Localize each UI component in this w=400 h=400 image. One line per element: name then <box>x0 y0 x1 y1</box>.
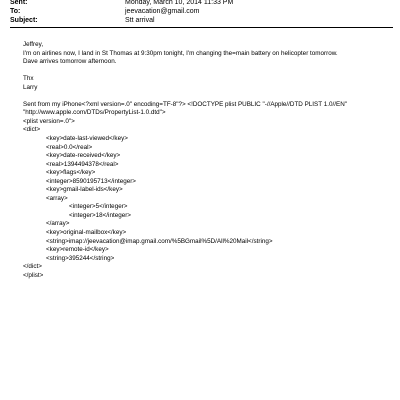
plist-line: <array> <box>46 194 68 202</box>
plist-line: <key>flags</key> <box>46 169 96 177</box>
signoff-thx: Thx <box>23 75 34 83</box>
sent-label: Sent: <box>10 0 28 6</box>
plist-line: <key>date-received</key> <box>46 152 121 160</box>
to-value: jeevacation@gmail.com <box>125 8 200 15</box>
body-line: Dave arrives tomorrow afternoon. <box>23 58 117 66</box>
plist-line: <integer>5</integer> <box>69 203 128 211</box>
plist-line: <dict> <box>23 126 41 134</box>
plist-line: <key>gmail-label-ids</key> <box>46 186 123 194</box>
plist-line: </plist> <box>23 271 44 279</box>
plist-line: <integer>18</integer> <box>69 211 131 219</box>
plist-line: <key>original-mailbox</key> <box>46 229 127 237</box>
plist-line: <string>395244</string> <box>46 254 115 262</box>
plist-line: </array> <box>46 220 70 228</box>
body-line: I'm on airlines now, I land in St Thomas at 9:30pm tonight, I'm changing the=main battery on helicopter tomorrow. <box>23 49 338 57</box>
header-divider <box>10 27 393 28</box>
sent-value: Monday, March 10, 2014 11:33 PM <box>125 0 234 6</box>
plist-line: </dict> <box>23 263 42 271</box>
plist-line: <integer>8590195713</integer> <box>46 177 136 185</box>
plist-line: <real>1394494378</real> <box>46 160 119 168</box>
signoff-name: Larry <box>23 83 38 91</box>
footer-line: Sent from my iPhone<?xml version=.0" encoding=TF-8"?> <!DOCTYPE plist PUBLIC "-//Apple//DTD PLIST 1.0//EN" <box>23 100 347 108</box>
subject-label: Subject: <box>10 17 38 24</box>
plist-block <box>23 118 395 280</box>
spacer <box>23 67 395 76</box>
plist-line: <key>remote-id</key> <box>46 246 109 254</box>
plist-line: <plist version=.0"> <box>23 117 75 125</box>
message-body <box>23 41 395 280</box>
spacer <box>23 92 395 101</box>
plist-line: <key>date-last-viewed</key> <box>46 135 128 143</box>
footer-line: "http://www.apple.com/DTDs/PropertyList-1.0.dtd"> <box>23 109 166 117</box>
greeting: Jeffrey, <box>23 41 44 48</box>
plist-line: <string>imap://jeevacation@imap.gmail.com/%5BGmail%5D/All%20Mail</string> <box>46 237 273 245</box>
to-label: To: <box>10 8 21 15</box>
subject-value: Stt arrival <box>125 17 155 24</box>
plist-line: <real>0.0</real> <box>46 143 93 151</box>
